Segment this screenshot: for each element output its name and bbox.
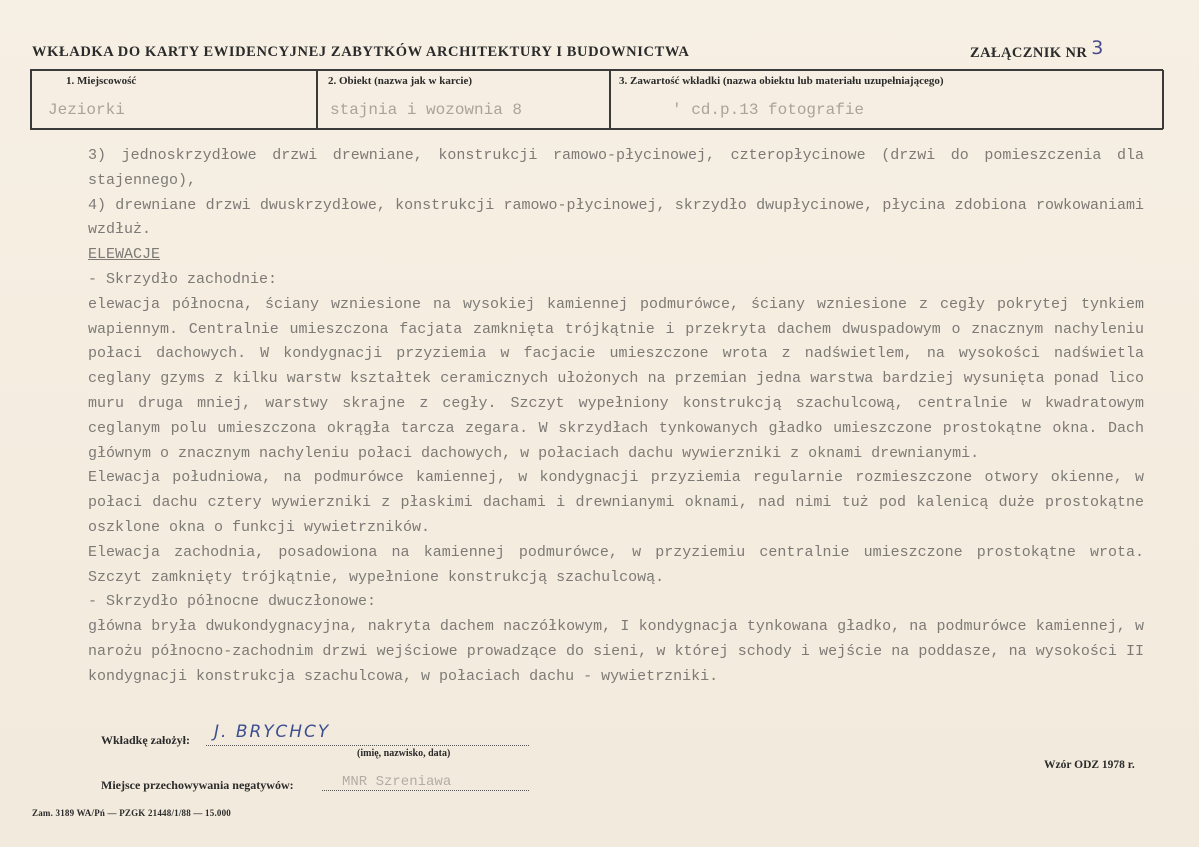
annex-number: 3: [1091, 37, 1104, 59]
form-model: Wzór ODZ 1978 r.: [1044, 759, 1135, 771]
header-bottom-rule: [30, 128, 1163, 130]
paragraph-west-elevation: Elewacja zachodnia, posadowiona na kamiennej podmurówce, w przyziemiu centralnie umieszczone prostokątne wrota. Szczyt zamknięty trójkątnie, wypełnione konstrukcją szachulcową.: [88, 543, 1144, 586]
signature-caption: (imię, nazwisko, data): [357, 748, 451, 759]
negatives-line: [322, 790, 529, 791]
paragraph-north-elevation: elewacja północna, ściany wzniesione na wysokiej kamiennej podmurówce, ściany wzniesione z cegły pokrytej tynkiem wapiennym. Centralnie umieszczona facjata zamknięta trójkątnie i przekryta dachem dwuspadowym o znacznym nachyleniu połaci dachowych. W kondygnacji przyziemia w facjacie umieszczone wrota z nadświetlem, na wysokości nadświetla ceglany gzyms z kilku warstw kształtek ceramicznych ułożonych na przemian jedna warstwa bardziej wysunięta ponad lico muru druga mniej, warstwy skrajne z cegły. Szczyt wypełniony konstrukcją szachulcową, centralnie w kwadratowym ceglanym polu umieszczona okrągła tarcza zegara. W skrzydłach tynkowanych gładko umieszczone prostokątne okna. Dach głównym o znacznym nachyleniu połaci dachowych, w połaciach dachu wywierzniki z oknami drewnianymi.: [88, 295, 1144, 462]
locality-value: Jeziorki: [48, 101, 125, 119]
signature-label: Wkładkę założył:: [101, 733, 190, 747]
paragraph-door-4: 4) drewniane drzwi dwuskrzydłowe, konstrukcji ramowo-płycinowej, skrzydło dwupłycinowe, płycina zdobiona rowkowaniami wzdłuż.: [88, 196, 1144, 239]
description-body: [88, 144, 1144, 690]
field-divider-2: [609, 70, 611, 129]
subheading-north-wing: - Skrzydło północne dwuczłonowe:: [88, 593, 377, 611]
object-value: stajnia i wozownia 8: [330, 101, 523, 119]
paragraph-door-3: 3) jednoskrzydłowe drzwi drewniane, konstrukcji ramowo-płycinowej, czteropłycinowe (drzwi do pomieszczenia dla stajennego),: [88, 147, 1144, 189]
signature-line: [206, 745, 529, 746]
field-divider-1: [316, 70, 318, 129]
field-divider-right: [1162, 70, 1164, 129]
print-footer: Zam. 3189 WA/Pń — PZGK 21448/1/88 — 15.000: [32, 808, 231, 818]
negatives-value: MNR Szreniawa: [342, 774, 452, 790]
paragraph-south-elevation: Elewacja południowa, na podmurówce kamiennej, w kondygnacji przyziemia regularnie rozmieszczone otwory okienne, w połaci dachu cztery wywierzniki z płaskimi dachami i drewnianymi oknami, nad nimi tuż pod kalenicą duże prostokątne oszklone okna o funkcji wywietrzników.: [88, 469, 1144, 536]
subheading-west-wing: - Skrzydło zachodnie:: [88, 270, 278, 288]
annex-label: ZAŁĄCZNIK NR: [970, 45, 1088, 61]
signature-value: J. BRYCHCY: [214, 722, 331, 742]
paragraph-north-wing: główna bryła dwukondygnacyjna, nakryta dachem naczółkowym, I kondygnacja tynkowana gładko, na podmurówce kamiennej, w narożu północno-zachodnim drzwi wejściowe prowadzące do sieni, w której schody i wejście na poddasze, na wysokości II kondygnacji konstrukcja szachulcowa, w połaciach dachu - wywietrzniki.: [88, 618, 1144, 685]
content-label: 3. Zawartość wkładki (nazwa obiektu lub materiału uzupełniającego): [619, 75, 944, 87]
header-top-rule: [30, 69, 1163, 71]
section-heading-elevations: ELEWACJE: [88, 246, 161, 264]
annex-label-group: [970, 37, 1104, 62]
field-divider-left: [30, 70, 32, 129]
negatives-label: Miejsce przechowywania negatywów:: [101, 778, 294, 792]
document-title: WKŁADKA DO KARTY EWIDENCYJNEJ ZABYTKÓW ARCHITEKTURY I BUDOWNICTWA: [32, 44, 690, 60]
locality-label: 1. Miejscowość: [66, 75, 137, 87]
content-value: ' cd.p.13 fotografie: [672, 101, 865, 119]
object-label: 2. Obiekt (nazwa jak w karcie): [328, 75, 473, 87]
